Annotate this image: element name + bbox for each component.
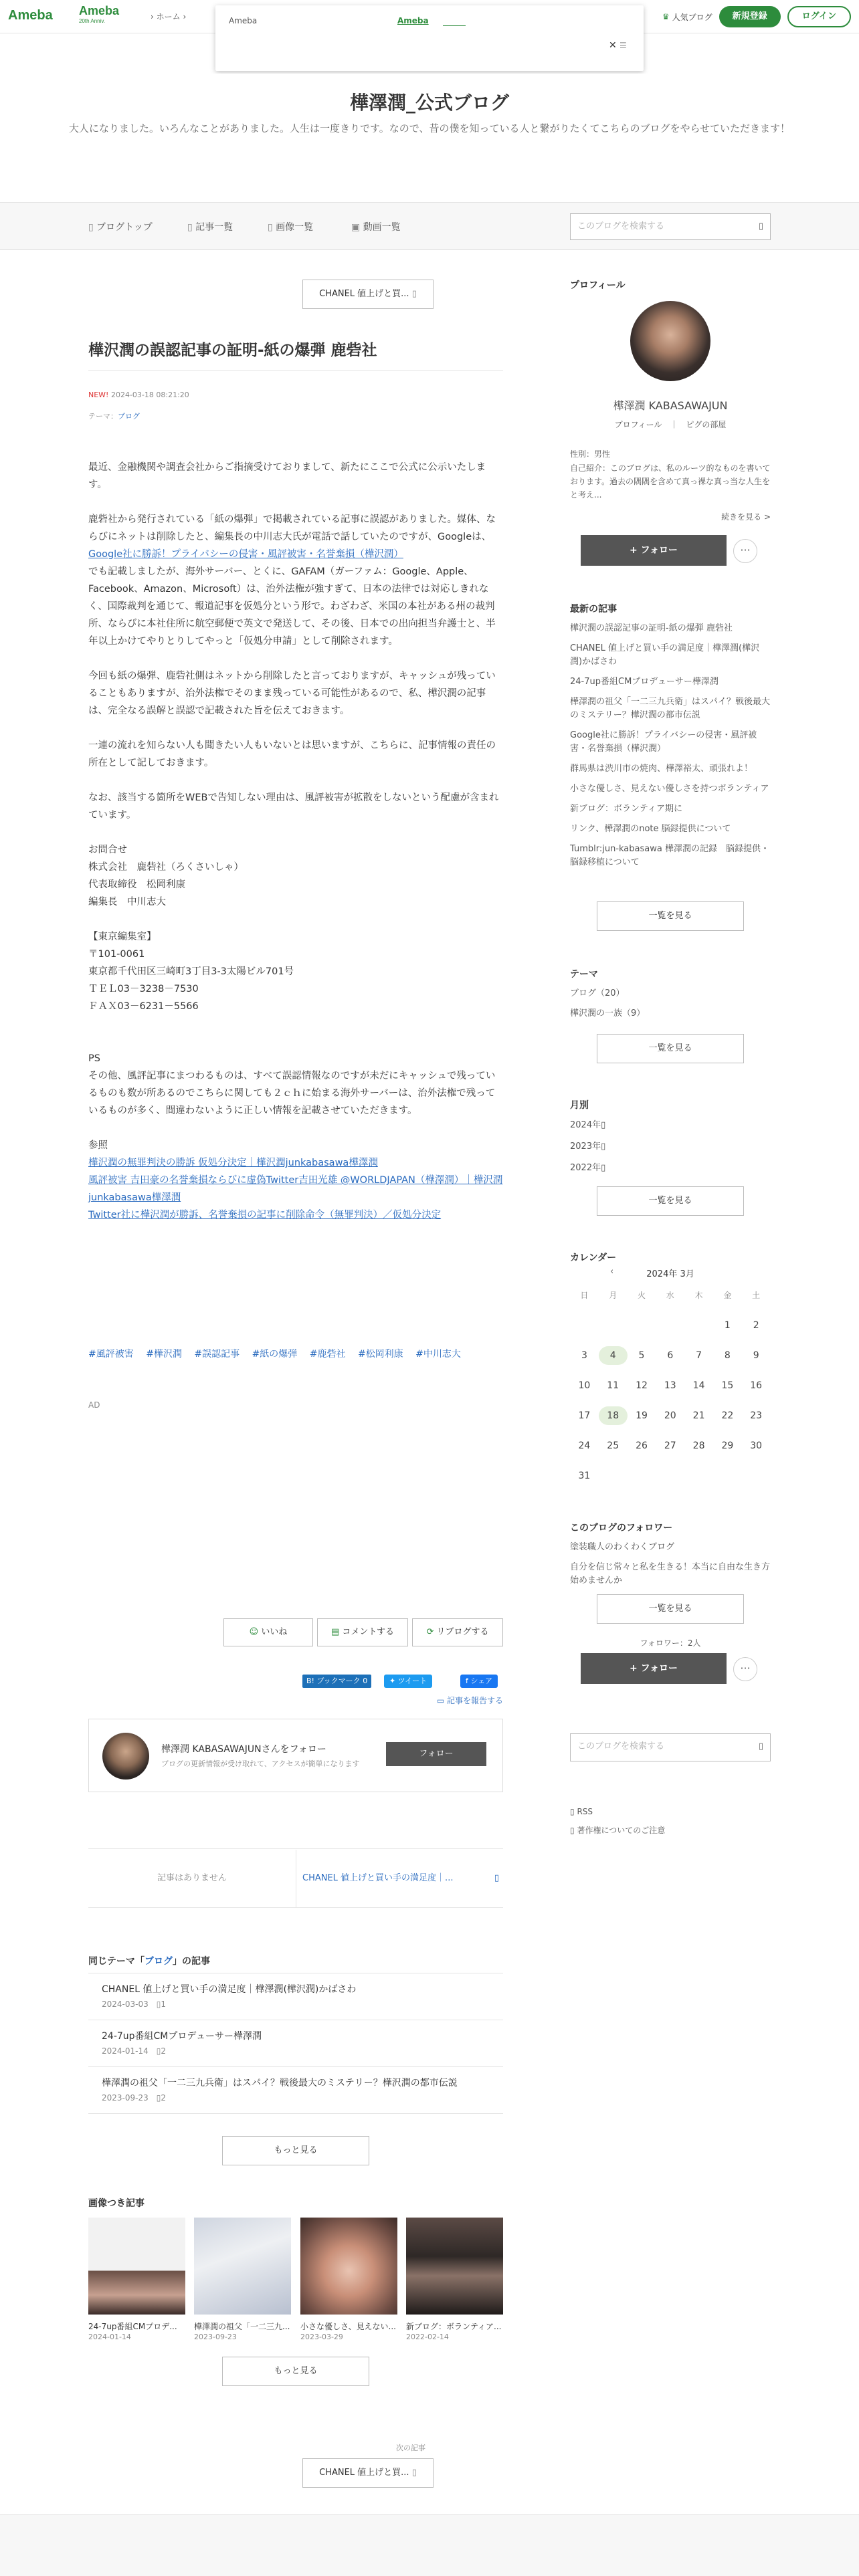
recent-more-button[interactable]: 一覧を見る	[597, 901, 744, 931]
related-comments: 2	[161, 2093, 167, 2103]
article-body	[88, 459, 503, 1224]
calendar-day: 31	[578, 1470, 591, 1481]
comment-button[interactable]	[317, 1618, 408, 1646]
month-heading: 月別	[570, 1100, 589, 1111]
followers-list	[570, 1541, 771, 1594]
breadcrumb-home[interactable]: ホーム	[156, 12, 181, 21]
tweet-label: ツイート	[397, 1677, 427, 1685]
divider	[88, 2066, 503, 2067]
login-button[interactable]: ログイン	[787, 6, 851, 27]
recent-item[interactable]: 新ブログ：ボランティア期に	[570, 804, 682, 814]
thumbnail-caption[interactable]: 樺澤潤の祖父「一二三九...	[194, 2322, 290, 2331]
ad-label: AD	[88, 1400, 100, 1410]
related-item-date	[102, 2092, 166, 2103]
sidebar-follow-button[interactable]: + フォロー	[581, 535, 727, 566]
tweet-button[interactable]	[384, 1675, 432, 1688]
month-item[interactable]	[570, 1161, 771, 1176]
related-heading-pre: 同じテーマ「	[88, 1956, 145, 1967]
hashtag[interactable]: #鹿砦社	[309, 1349, 346, 1360]
related-heading-post: 」の記事	[173, 1956, 210, 1967]
image-icon: ▯	[268, 222, 273, 233]
calendar-weekday: 水	[666, 1291, 674, 1300]
divider	[88, 2113, 503, 2114]
theme-label: テーマ：	[88, 412, 118, 421]
next-entry-label: 次の記事	[396, 2444, 425, 2452]
theme-item[interactable]: 樺沢潤の一族（9）	[570, 1008, 646, 1018]
profile-link[interactable]: プロフィール	[614, 420, 662, 429]
hashtag-list	[88, 1347, 461, 1360]
sidebar-search-placeholder: このブログを検索する	[577, 1741, 665, 1751]
blog-header	[0, 74, 859, 202]
calendar-weekday: 金	[723, 1291, 732, 1300]
calendar-day-highlight[interactable]: 4	[599, 1346, 628, 1365]
calendar-weekday: 土	[752, 1291, 761, 1300]
comment-icon: ▤	[330, 1627, 340, 1637]
calendar-week	[570, 1400, 771, 1430]
ad-label-link[interactable]: Ameba	[397, 16, 429, 25]
nav-search-placeholder: このブログを検索する	[577, 221, 665, 231]
follow-card-sub: ブログの更新情報が受け取れて、アクセスが簡単になります	[161, 1759, 360, 1768]
calendar-day: 21	[692, 1410, 705, 1421]
next-entry-button[interactable]	[302, 2458, 434, 2488]
calendar-weekday: 火	[637, 1291, 646, 1300]
thumbnail-date: 2023-09-23	[194, 2333, 237, 2341]
contact-line: 代表取締役 松岡利康	[88, 879, 185, 890]
calendar-day: 5	[638, 1350, 645, 1361]
next-entry-button-label: CHANEL 値上げと買...	[319, 2468, 409, 2478]
follow-card	[88, 1719, 503, 1792]
nav-video-list-label: 動画一覧	[363, 222, 401, 233]
ameba-20th-logo-sub: 20th Anniv.	[79, 18, 105, 24]
office-line: ＴＥＬ03－3238－7530	[88, 984, 199, 994]
chevron-right-icon: ▯	[411, 289, 417, 299]
office-line: 〒101-0061	[88, 949, 145, 960]
calendar-week	[570, 1310, 771, 1340]
related-more-button[interactable]: もっと見る	[222, 2136, 369, 2165]
comment-label: コメントする	[342, 1627, 395, 1637]
profile-gender: 性別：男性	[570, 449, 611, 459]
thumbnail-date: 2024-01-14	[88, 2333, 131, 2341]
article-meta	[88, 391, 189, 399]
reference-label: 参照	[88, 1140, 108, 1151]
recent-item[interactable]: 樺沢潤の誤認記事の証明-紙の爆弾 鹿砦社	[570, 623, 733, 633]
related-item-date	[102, 1998, 166, 2010]
video-icon: ▣	[351, 222, 361, 233]
calendar-weekday: 月	[609, 1291, 617, 1300]
article-paragraph-text: 鹿砦社から発行されている「紙の爆弾」で掲載されている記事に誤認がありました。媒体、ならびにネットは削除したと、編集長の中川志大氏が電話で話していたのですが、Googleは、	[88, 514, 496, 542]
rss-link[interactable]	[570, 1807, 593, 1816]
follow-card-button[interactable]: フォロー	[386, 1742, 486, 1766]
office-line: ＦＡＸ03－6231－5566	[88, 1001, 199, 1012]
profile-read-more[interactable]: 続きを見る >	[721, 512, 771, 522]
pager-next-label: CHANEL 値上げと買い手の満足度｜...	[302, 1873, 454, 1883]
article-theme	[88, 411, 140, 421]
recent-heading: 最新の記事	[570, 604, 617, 615]
comment-icon: ▯	[156, 2046, 161, 2056]
thumbnail-caption[interactable]: 小さな優しさ、見えない...	[300, 2322, 396, 2331]
thumbnail-image[interactable]	[406, 2218, 503, 2315]
blog-title[interactable]: 樺澤潤_公式ブログ	[349, 92, 509, 114]
recent-item[interactable]: リンク、樺澤潤のnote 脳録提供について	[570, 824, 731, 834]
related-date: 2024-03-03	[102, 2000, 149, 2009]
reblog-button[interactable]	[412, 1618, 503, 1646]
chevron-right-icon: ▯	[601, 1163, 606, 1173]
avatar[interactable]	[102, 1733, 149, 1780]
calendar-day: 10	[578, 1380, 591, 1391]
sidebar-follow-button-2[interactable]: + フォロー	[581, 1653, 727, 1684]
theme-list	[570, 987, 771, 1027]
office-line: 東京都千代田区三崎町3丁目3-3太陽ビル701号	[88, 966, 294, 977]
calendar-day: 17	[578, 1410, 591, 1421]
calendar-day: 2	[753, 1319, 759, 1331]
calendar-day: 25	[607, 1440, 619, 1451]
recent-list	[570, 622, 771, 876]
related-heading-theme[interactable]: ブログ	[145, 1956, 173, 1967]
calendar-day: 6	[667, 1350, 674, 1361]
article-paragraph: 今回も紙の爆弾、鹿砦社側はネットから削除したと言っておりますが、キャッシュが残っていることもありますが、治外法権でそのまま残っている可能性があるので、私、樺沢潤の記事は、完全なる誤解と誤認で記載された旨を伝えておきます。	[88, 671, 496, 716]
thumbnail-caption[interactable]: 24-7up番組CMプロデ...	[88, 2322, 177, 2331]
calendar-day: 11	[607, 1380, 619, 1391]
crown-icon: ♛	[662, 12, 670, 21]
hashtag[interactable]: #樺沢潤	[146, 1349, 182, 1360]
chevron-right-icon: ▯	[601, 1142, 606, 1152]
like-label: いいね	[261, 1627, 288, 1637]
reference-link[interactable]: 風評被害 吉田豪の名誉棄損ならびに虚偽Twitter吉田光雄 @WORLDJAPAN（樺澤潤）｜樺沢潤junkabasawa樺澤潤	[88, 1175, 503, 1203]
calendar-day: 9	[753, 1350, 759, 1361]
new-badge: NEW!	[88, 391, 109, 399]
related-item-title[interactable]: CHANEL 値上げと買い手の満足度｜樺澤潤(樺沢潤)かばさわ	[102, 1984, 357, 1995]
pager-prev: 記事はありません	[157, 1873, 227, 1883]
calendar-day: 28	[692, 1440, 705, 1451]
theme-link[interactable]: ブログ	[118, 412, 140, 421]
follower-item[interactable]: 塗装職人のわくわくブログ	[570, 1542, 675, 1552]
calendar-day: 26	[636, 1440, 648, 1451]
follow-card-title: 樺澤潤 KABASAWAJUNさんをフォロー	[161, 1744, 326, 1755]
contact-line: 株式会社 鹿砦社（ろくさいしゃ）	[88, 862, 244, 873]
nav-image-list-label: 画像一覧	[276, 222, 314, 233]
pigg-room-link[interactable]: ピグの部屋	[686, 420, 727, 429]
thumbnail-image[interactable]	[300, 2218, 397, 2315]
thumbnail-date: 2023-03-29	[300, 2333, 343, 2341]
recent-item[interactable]: Tumblr:jun-kabasawa 樺澤潤の記録 脳録提供・脳録移植について	[570, 844, 769, 867]
document-icon: ▯	[570, 1826, 575, 1835]
month-item[interactable]	[570, 1118, 771, 1133]
calendar-weekdays	[570, 1280, 771, 1310]
recent-item[interactable]: Google社に勝訴！プライバシーの侵害・風評被害・名誉棄損（樺沢潤）	[570, 730, 757, 754]
profile-heading: プロフィール	[570, 280, 626, 291]
article-paragraph: なお、該当する箇所をWEBで告知しない理由は、風評被害が拡散をしないという配慮が含まれています。	[88, 792, 499, 821]
month-more-button[interactable]: 一覧を見る	[597, 1186, 744, 1216]
signup-button[interactable]: 新規登録	[719, 6, 781, 27]
search-icon[interactable]: ▯	[758, 221, 763, 231]
hashtag[interactable]: #中川志大	[415, 1349, 461, 1360]
contact-line: お問合せ	[88, 845, 127, 855]
bookmark-label: B! ブックマーク	[306, 1677, 361, 1685]
recent-item[interactable]: 24-7up番組CMプロデューサー樺澤潤	[570, 677, 719, 687]
contact-line: 編集長 中川志大	[88, 897, 166, 907]
followers-heading: このブログのフォロワー	[570, 1523, 673, 1533]
recent-item[interactable]: 樺澤潤の祖父「一二三九兵衛」はスパイ？戦後最大のミステリー？樺沢潤の都市伝説	[570, 697, 771, 720]
article-paragraph: でも記載しましたが、海外サーバー、とくに、GAFAM（ガーファム：Google、Apple、Facebook、Amazon、Microsoft）は、治外法権が強すぎて、日本の法律では対応しきれなく、国際裁判を通じて、報道記事を仮処分という形で。わざわざ、米国の本社がある州の裁判所、ならびに本社住所に航空郵便で英文で発送して、その後、日本での出向担当弁護士と、半年以上かけてやりとりしてやっと「仮処分申請」として削除されます。	[88, 566, 496, 647]
calendar-day[interactable]	[599, 1346, 628, 1365]
nav-entry-list[interactable]	[187, 220, 233, 233]
office-line: 【東京編集室】	[88, 932, 157, 942]
calendar-day: 14	[692, 1380, 705, 1391]
thumbnail-image[interactable]	[88, 2218, 185, 2315]
calendar-day: 23	[750, 1410, 763, 1421]
article-date: 2024-03-18 08:21:20	[110, 391, 189, 399]
calendar-day-highlight[interactable]: 18	[599, 1406, 628, 1425]
calendar-day: 24	[578, 1440, 591, 1451]
popular-blog-label: 人気ブログ	[672, 12, 712, 22]
follower-item[interactable]: 自分を信じ常々と私を生きる！本当に自由な生き方始めませんか	[570, 1562, 771, 1586]
ameba-20th-logo[interactable]	[79, 4, 119, 24]
hashtag[interactable]: #風評被害	[88, 1349, 134, 1360]
chevron-right-icon: ▯	[601, 1120, 606, 1130]
report-link[interactable]	[437, 1695, 503, 1706]
nav-search-input[interactable]	[570, 213, 771, 240]
calendar-day: 8	[724, 1350, 731, 1361]
related-item-title[interactable]: 24-7up番組CMプロデューサー樺澤潤	[102, 2031, 262, 2042]
calendar-day: 3	[581, 1350, 587, 1361]
hashtag[interactable]: #誤認記事	[194, 1349, 240, 1360]
month-label: 2022年	[570, 1163, 601, 1173]
month-label: 2024年	[570, 1120, 601, 1130]
calendar-day: 1	[724, 1319, 731, 1331]
images-more-button[interactable]: もっと見る	[222, 2357, 369, 2386]
related-date: 2024-01-14	[102, 2046, 149, 2056]
breadcrumb	[151, 11, 186, 22]
nav-blog-top[interactable]	[88, 220, 153, 233]
breadcrumb-sep: ›	[151, 12, 154, 21]
related-item-title[interactable]: 樺澤潤の祖父「一二三九兵衛」はスパイ？戦後最大のミステリー？樺沢潤の都市伝説	[102, 2078, 458, 2088]
list-icon: ▯	[187, 222, 193, 233]
hashtag[interactable]: #紙の爆弾	[252, 1349, 298, 1360]
rss-label: RSS	[577, 1807, 593, 1816]
comment-icon: ▯	[156, 2000, 161, 2009]
bird-icon: ✦	[389, 1677, 396, 1685]
ameba-logo[interactable]: Ameba	[8, 8, 53, 23]
prev-entry-button[interactable]	[302, 280, 434, 309]
article-title: 樺沢潤の誤認記事の証明-紙の爆弾 鹿砦社	[88, 342, 377, 359]
theme-heading: テーマ	[570, 969, 598, 980]
thumbnail-date: 2022-02-14	[406, 2333, 449, 2341]
google-article-link[interactable]: Google社に勝訴！プライバシーの侵害・風評被害・名誉棄損（樺沢潤）	[88, 549, 403, 560]
profile-links	[570, 419, 771, 430]
ameba-20th-logo-text: Ameba	[79, 4, 120, 17]
month-item[interactable]	[570, 1140, 771, 1154]
recent-item[interactable]: CHANEL 値上げと買い手の満足度｜樺澤潤(樺沢潤)かばさわ	[570, 643, 760, 667]
chevron-right-icon: ▯	[411, 2468, 417, 2478]
nav-image-list[interactable]	[268, 220, 313, 233]
calendar-weekday: 日	[580, 1291, 589, 1300]
calendar-day: 13	[664, 1380, 676, 1391]
related-date: 2023-09-23	[102, 2093, 149, 2103]
reference-link[interactable]: Twitter社に樺沢潤が勝訴、名誉棄損の記事に削除命令（無罪判決）／仮処分決定	[88, 1210, 442, 1220]
reblog-label: リブログする	[436, 1627, 489, 1637]
calendar-day: 29	[721, 1440, 734, 1451]
article-paragraph: 一連の流れを知らない人も聞きたい人もいないとは思いますが、こちらに、記事情報の責任の所在として記しておきます。	[88, 740, 496, 768]
ad-label-left: Ameba	[229, 16, 258, 25]
calendar-prev-icon[interactable]: ‹	[610, 1267, 614, 1277]
article-paragraph: 最近、金融機関や調査会社からご指摘受けておりまして、新たにここで公式に公示いたします。	[88, 462, 486, 490]
thumbnail-image[interactable]	[194, 2218, 291, 2315]
top-bar-actions	[662, 6, 851, 27]
month-list	[570, 1118, 771, 1182]
calendar-day: 15	[721, 1380, 734, 1391]
breadcrumb-sep2: ›	[183, 12, 187, 21]
divider	[88, 370, 503, 371]
theme-more-button[interactable]: 一覧を見る	[597, 1034, 744, 1063]
blog-nav	[0, 202, 859, 250]
profile-name[interactable]: 樺澤潤 KABASAWAJUN	[613, 399, 728, 412]
calendar-day: 7	[696, 1350, 702, 1361]
related-item-date	[102, 2045, 166, 2056]
like-icon: ☺	[249, 1627, 259, 1637]
related-comments: 1	[161, 2000, 167, 2009]
bookmark-count: 0	[363, 1677, 368, 1685]
footer	[0, 2514, 859, 2576]
divider	[88, 1848, 503, 1849]
profile-sep: ｜	[670, 420, 678, 429]
calendar-day: 12	[636, 1380, 648, 1391]
theme-item[interactable]: ブログ（20）	[570, 988, 625, 998]
divider	[88, 1907, 503, 1908]
prev-entry-label: CHANEL 値上げと買...	[319, 289, 409, 299]
chevron-right-icon: ▯	[494, 1873, 499, 1883]
page-icon: ▯	[88, 222, 94, 233]
calendar-day: 19	[636, 1410, 648, 1421]
pager-next[interactable]	[302, 1850, 503, 1907]
nav-video-list[interactable]	[351, 220, 401, 233]
calendar-day: 30	[750, 1440, 763, 1451]
more-options-icon[interactable]: ···	[733, 1657, 757, 1681]
calendar-day[interactable]	[599, 1406, 628, 1425]
hashtag[interactable]: #松岡利康	[357, 1349, 403, 1360]
nav-blog-top-label: ブログトップ	[96, 222, 153, 233]
facebook-share-button[interactable]	[460, 1675, 498, 1688]
popular-blog-link[interactable]	[662, 11, 712, 23]
fb-share-label: シェア	[470, 1677, 493, 1685]
calendar-week	[570, 1340, 771, 1370]
ad-overlay[interactable]	[215, 5, 644, 71]
reblog-icon: ⟳	[426, 1627, 434, 1637]
reference-link[interactable]: 樺沢潤の無罪判決の勝訴 仮処分決定｜樺沢潤junkabasawa樺澤潤	[88, 1158, 378, 1168]
copyright-label: 著作権についてのご注意	[577, 1826, 666, 1835]
ps-line: PS	[88, 1053, 100, 1064]
followers-more-button[interactable]: 一覧を見る	[597, 1594, 744, 1624]
hatena-bookmark-button[interactable]	[302, 1675, 371, 1688]
rss-icon: ▯	[570, 1807, 575, 1816]
close-icon[interactable]: ✕	[609, 40, 617, 51]
calendar-week	[570, 1430, 771, 1461]
calendar-title: 2024年 3月	[646, 1269, 694, 1279]
menu-icon[interactable]: ☰	[619, 41, 627, 50]
comment-icon: ▯	[156, 2093, 161, 2103]
calendar-day: 16	[750, 1380, 763, 1391]
like-button[interactable]	[223, 1618, 313, 1646]
nav-entry-list-label: 記事一覧	[195, 222, 233, 233]
facebook-icon: f	[466, 1677, 468, 1685]
report-label: 記事を報告する	[446, 1696, 503, 1705]
calendar-heading: カレンダー	[570, 1253, 617, 1263]
images-heading: 画像つき記事	[88, 2198, 145, 2209]
article-paragraph	[88, 511, 503, 563]
search-icon[interactable]: ▯	[758, 1741, 763, 1751]
calendar-day: 22	[721, 1410, 734, 1421]
profile-intro: 自己紹介：このブログは、私のルーツ的なものを書いております。過去の隅隅を含めて真っ裸な真っ当な人生をと考え...	[570, 463, 771, 500]
calendar-grid	[570, 1280, 771, 1491]
month-label: 2023年	[570, 1142, 601, 1152]
ad-underline	[443, 25, 466, 26]
calendar-week	[570, 1461, 771, 1491]
calendar-weekday: 木	[694, 1291, 703, 1300]
recent-item[interactable]: 群馬県は渋川市の焼肉、樺澤裕太、頑張れよ！	[570, 764, 753, 774]
thumbnail-caption[interactable]: 新ブログ：ボランティア...	[406, 2322, 502, 2331]
follower-count: フォロワー：2人	[640, 1638, 701, 1648]
related-comments: 2	[161, 2046, 167, 2056]
calendar-week	[570, 1370, 771, 1400]
calendar-day: 20	[664, 1410, 676, 1421]
sidebar-search-input[interactable]	[570, 1733, 771, 1761]
calendar-day: 27	[664, 1440, 676, 1451]
more-options-icon[interactable]: ···	[733, 539, 757, 563]
recent-item[interactable]: 小さな優しさ、見えない優しさを持つボランティア	[570, 784, 769, 794]
copyright-link[interactable]	[570, 1824, 665, 1836]
speech-icon: ▭	[436, 1696, 445, 1705]
profile-avatar[interactable]	[630, 301, 710, 381]
related-heading	[88, 1954, 210, 1967]
blog-description: 大人になりました。いろんなことがありました。人生は一度きりです。なので、昔の僕を知っている人と繋がりたくてこちらのブログをやらせていただきます！	[68, 122, 791, 134]
ps-line: その他、風評記事にまつわるものは、すべて誤認情報なのですが未だにキャッシュで残っているものも数が所あるのでこちらに関しても２ｃｈに始まる海外サーバーは、治外法権で残っているものが多く、間違わないように正しい情報を記載させていただきます。	[88, 1071, 496, 1116]
